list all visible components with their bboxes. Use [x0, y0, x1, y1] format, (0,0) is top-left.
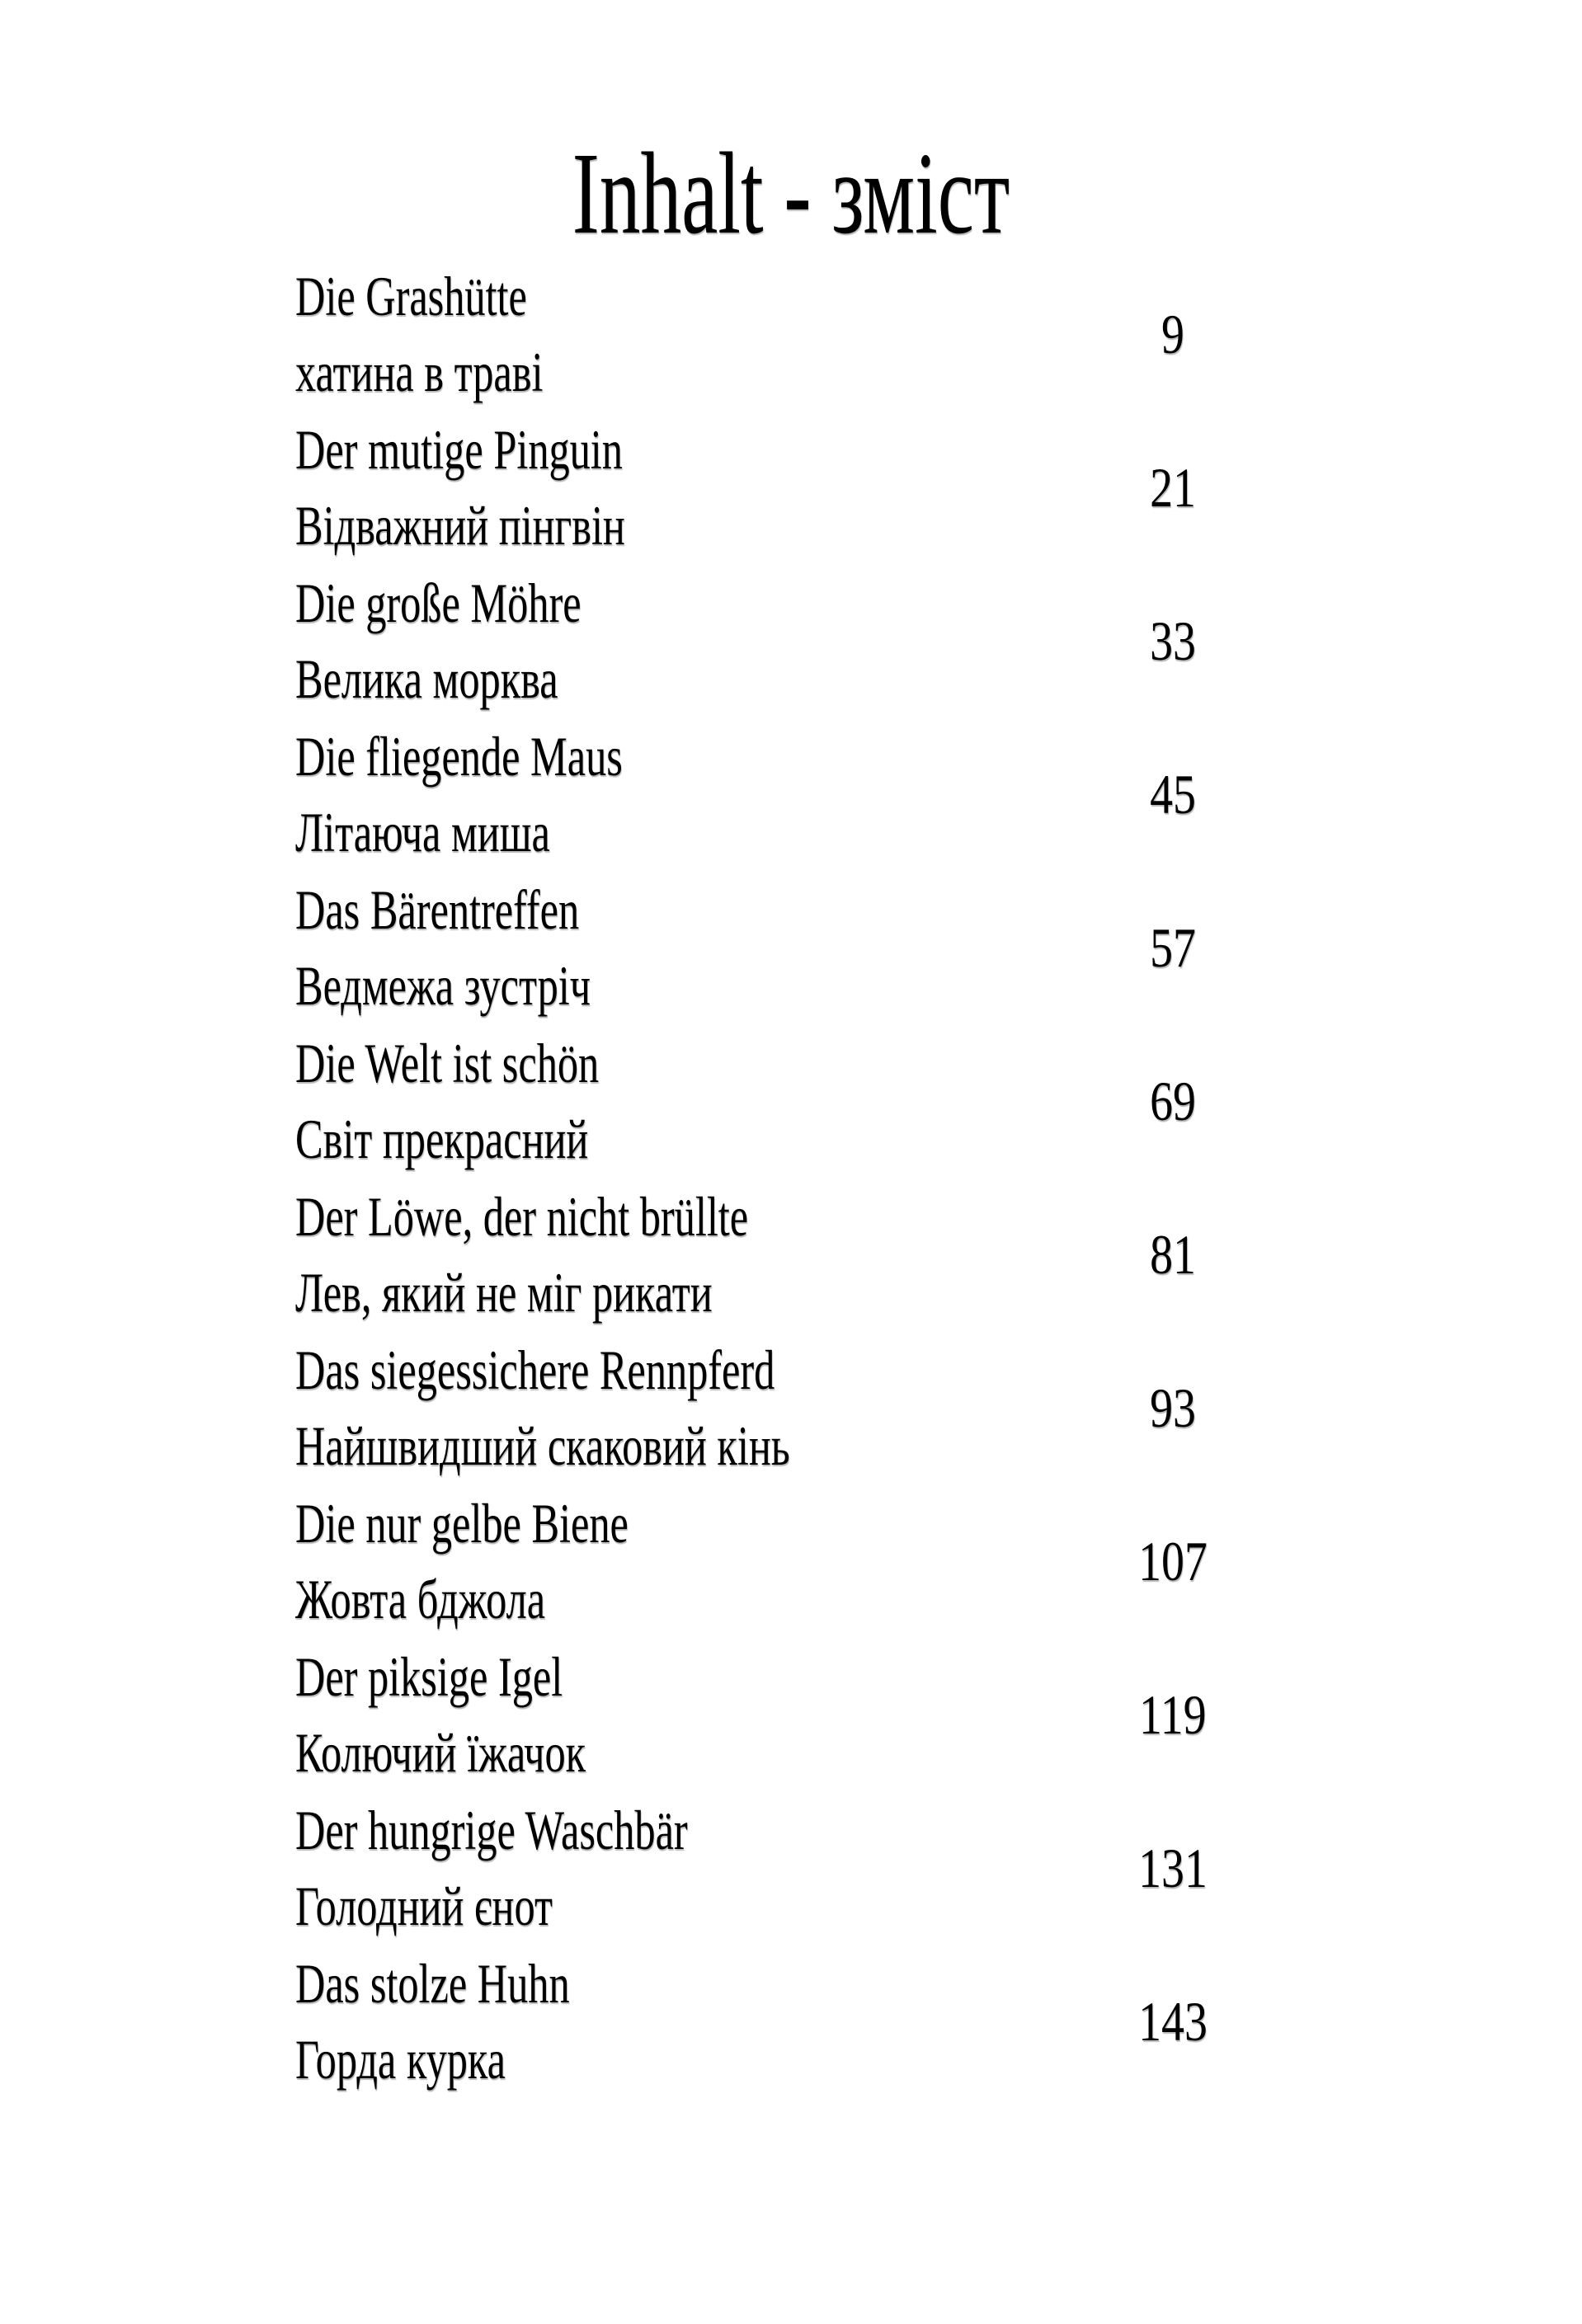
entry-title-german: Der mutige Pinguin	[295, 418, 623, 481]
page-title-text: Inhalt - зміст	[572, 128, 1010, 258]
toc-entry	[0, 1638, 1582, 1791]
entry-title-german: Die große Möhre	[295, 572, 581, 634]
toc-entry	[0, 871, 1582, 1024]
toc-entry	[0, 1178, 1582, 1331]
entry-title-ukrainian: Лев, який не міг рикати	[295, 1261, 713, 1324]
entry-page-number-text: 131	[1138, 1837, 1208, 1899]
entry-page-number	[1097, 871, 1249, 1024]
entry-title-german: Die fliegende Maus	[295, 725, 623, 788]
toc-entry-titles	[295, 1178, 907, 1330]
toc-entry-titles	[295, 412, 741, 563]
toc-entry	[0, 257, 1582, 411]
entry-page-number	[1097, 1638, 1249, 1791]
entry-page-number-text: 9	[1161, 303, 1184, 365]
entry-page-number-text: 33	[1150, 609, 1196, 672]
entry-title-ukrainian: Найшвидший скаковий кінь	[295, 1414, 790, 1477]
entry-title-ukrainian: Ведмежа зустріч	[295, 954, 591, 1017]
toc-entry-titles	[295, 1332, 963, 1484]
entry-title-german: Der piksige Igel	[295, 1645, 563, 1708]
toc-entry-titles	[295, 718, 737, 870]
entry-title-german: Die nur gelbe Biene	[295, 1492, 629, 1555]
entry-page-number-text: 57	[1150, 916, 1196, 979]
entry-page-number-text: 69	[1150, 1070, 1196, 1132]
entry-title-ukrainian: Світ прекрасний	[295, 1108, 589, 1170]
toc-entry	[0, 411, 1582, 564]
toc-entry	[0, 1791, 1582, 1945]
page-title	[0, 128, 1582, 258]
entry-title-ukrainian: Колючий їжачок	[295, 1721, 586, 1784]
entry-page-number	[1097, 1331, 1249, 1484]
entry-page-number-text: 143	[1138, 1990, 1208, 2053]
toc-entry-titles	[295, 1485, 746, 1637]
toc-entry-titles	[295, 1792, 826, 1944]
toc-entry-titles	[295, 1025, 706, 1177]
entry-title-ukrainian: Відважний пінгвін	[295, 494, 625, 557]
toc-entry	[0, 1484, 1582, 1638]
entry-title-ukrainian: хатина в траві	[295, 341, 544, 403]
entry-title-ukrainian: Літаюча миша	[295, 801, 550, 863]
entry-title-german: Das Bärentreffen	[295, 878, 580, 941]
entry-title-ukrainian: Горда курка	[295, 2028, 506, 2091]
entry-title-ukrainian: Велика морква	[295, 647, 558, 710]
entry-title-german: Die Welt ist schön	[295, 1032, 600, 1094]
entry-title-german: Die Grashütte	[295, 265, 527, 327]
entry-page-number-text: 107	[1138, 1530, 1208, 1592]
entry-title-ukrainian: Голодний єнот	[295, 1875, 553, 1937]
entry-page-number	[1097, 1791, 1249, 1945]
toc-entry	[0, 1331, 1582, 1484]
entry-page-number-text: 21	[1150, 456, 1196, 519]
entry-page-number-text: 93	[1150, 1376, 1196, 1439]
toc-list	[0, 257, 1582, 2098]
entry-page-number	[1097, 564, 1249, 717]
toc-entry	[0, 717, 1582, 871]
toc-entry-titles	[295, 1945, 666, 2097]
entry-page-number	[1097, 717, 1249, 871]
toc-entry-titles	[295, 565, 681, 717]
entry-page-number	[1097, 1484, 1249, 1638]
entry-title-ukrainian: Жовта бджола	[295, 1568, 546, 1630]
toc-entry	[0, 1024, 1582, 1178]
toc-entry-titles	[295, 1639, 688, 1790]
entry-title-german: Das siegessichere Rennpferd	[295, 1338, 775, 1401]
entry-title-german: Das stolze Huhn	[295, 1952, 570, 2015]
toc-entry	[0, 564, 1582, 717]
entry-page-number-text: 81	[1150, 1223, 1196, 1286]
toc-entry-titles	[295, 872, 694, 1023]
entry-page-number	[1097, 1024, 1249, 1178]
entry-page-number-text: 119	[1139, 1683, 1207, 1746]
toc-entry-titles	[295, 258, 630, 410]
entry-title-german: Der hungrige Waschbär	[295, 1799, 688, 1861]
entry-page-number	[1097, 257, 1249, 411]
entry-page-number	[1097, 411, 1249, 564]
entry-page-number	[1097, 1945, 1249, 2098]
toc-entry	[0, 1945, 1582, 2098]
entry-title-german: Der Löwe, der nicht brüllte	[295, 1185, 749, 1248]
entry-page-number-text: 45	[1150, 763, 1196, 826]
entry-page-number	[1097, 1178, 1249, 1331]
